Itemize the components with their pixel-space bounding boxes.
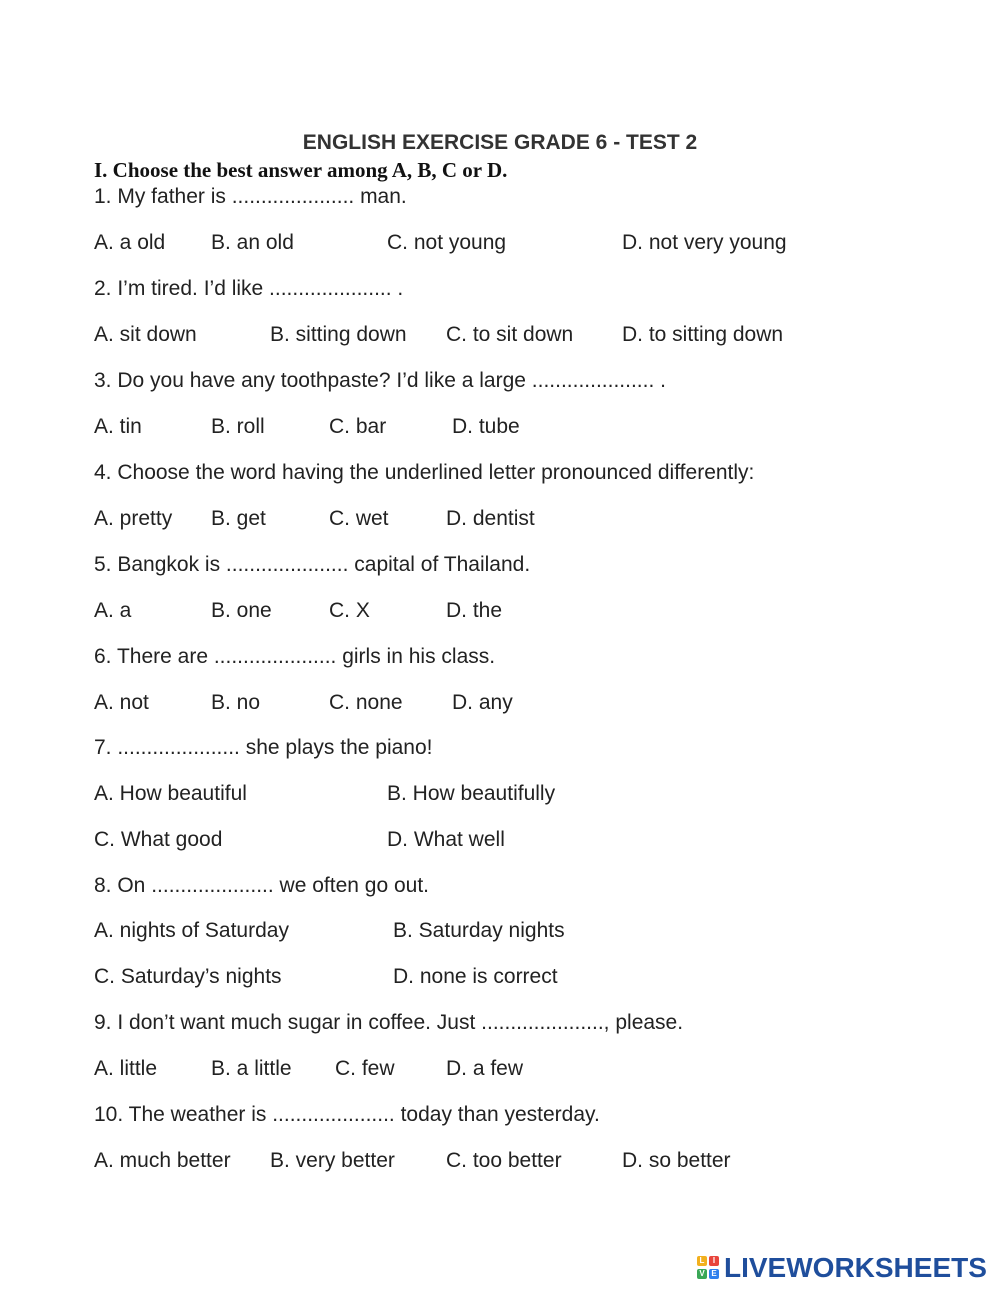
q4-option-b: B. get: [211, 507, 266, 530]
section-heading: I. Choose the best answer among A, B, C or D.: [94, 158, 508, 182]
q4-option-a: A. pretty: [94, 507, 173, 530]
question-8: 8. On ..................... we often go out.: [94, 874, 429, 897]
question-6: 6. There are ..................... girls in his class.: [94, 645, 496, 668]
question-3: 3. Do you have any toothpaste? I’d like a large ..................... .: [94, 369, 666, 392]
q1-option-c: C. not young: [387, 231, 507, 254]
q10-option-d: D. so better: [622, 1149, 731, 1172]
q2-option-d: D. to sitting down: [622, 323, 784, 346]
question-2: 2. I’m tired. I’d like ..................... .: [94, 277, 404, 300]
q5-option-b: B. one: [211, 599, 272, 622]
liveworksheets-logo: [697, 1251, 987, 1285]
q6-option-c: C. none: [329, 691, 403, 714]
q2-option-c: C. to sit down: [446, 323, 574, 346]
question-7: 7. ..................... she plays the piano!: [94, 736, 433, 759]
q7-option-a: A. How beautiful: [94, 782, 247, 805]
q8-option-c: C. Saturday’s nights: [94, 965, 282, 988]
q10-option-c: C. too better: [446, 1149, 562, 1172]
question-4: 4. Choose the word having the underlined letter pronounced differently:: [94, 461, 755, 484]
q1-option-b: B. an old: [211, 231, 294, 254]
q5-option-a: A. a: [94, 599, 132, 622]
q1-option-a: A. a old: [94, 231, 166, 254]
logo-tile-l: L: [697, 1256, 707, 1266]
q5-option-c: C. X: [329, 599, 370, 622]
q6-option-b: B. no: [211, 691, 261, 714]
q6-option-a: A. not: [94, 691, 149, 714]
q7-option-b: B. How beautifully: [387, 782, 556, 805]
question-1: 1. My father is ..................... man.: [94, 185, 407, 208]
q9-option-d: D. a few: [446, 1057, 524, 1080]
q10-option-a: A. much better: [94, 1149, 231, 1172]
q7-option-d: D. What well: [387, 828, 505, 851]
logo-tile-i: I: [709, 1256, 719, 1266]
page-title: ENGLISH EXERCISE GRADE 6 - TEST 2: [302, 131, 698, 154]
q3-option-c: C. bar: [329, 415, 387, 438]
q7-option-c: C. What good: [94, 828, 223, 851]
question-10: 10. The weather is ..................... today than yesterday.: [94, 1103, 600, 1126]
q8-option-d: D. none is correct: [393, 965, 558, 988]
q4-option-c: C. wet: [329, 507, 389, 530]
q2-option-a: A. sit down: [94, 323, 197, 346]
q9-option-b: B. a little: [211, 1057, 292, 1080]
q1-option-d: D. not very young: [622, 231, 787, 254]
q8-option-a: A. nights of Saturday: [94, 919, 289, 942]
q5-option-d: D. the: [446, 599, 503, 622]
q4-option-d: D. dentist: [446, 507, 535, 530]
q2-option-b: B. sitting down: [270, 323, 407, 346]
q10-option-b: B. very better: [270, 1149, 395, 1172]
q9-option-a: A. little: [94, 1057, 158, 1080]
question-5: 5. Bangkok is ..................... capital of Thailand.: [94, 553, 531, 576]
q9-option-c: C. few: [335, 1057, 395, 1080]
q8-option-b: B. Saturday nights: [393, 919, 565, 942]
logo-tile-v: V: [697, 1269, 707, 1279]
logo-tile-e: E: [709, 1269, 719, 1279]
q3-option-b: B. roll: [211, 415, 265, 438]
logo-wordmark: LIVEWORKSHEETS: [724, 1252, 987, 1283]
question-9: 9. I don’t want much sugar in coffee. Just ....................., please.: [94, 1011, 684, 1034]
q6-option-d: D. any: [452, 691, 513, 714]
q3-option-d: D. tube: [452, 415, 520, 438]
liveworksheets-logo-icon: [697, 1254, 721, 1282]
q3-option-a: A. tin: [94, 415, 142, 438]
